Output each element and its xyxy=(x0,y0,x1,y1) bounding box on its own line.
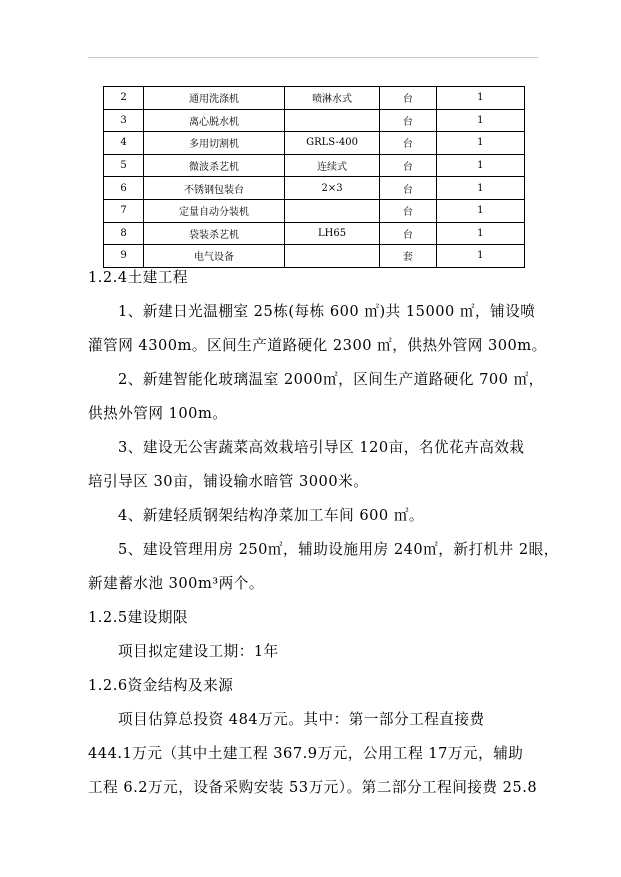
table-cell-unit: 台 xyxy=(380,109,436,132)
table-cell-qty: 1 xyxy=(436,199,524,222)
paragraph-line: 2、新建智能化玻璃温室 2000㎡，区间生产道路硬化 700 ㎡， xyxy=(118,371,544,388)
table-cell-no: 9 xyxy=(104,245,144,268)
table-cell-qty: 1 xyxy=(436,132,524,155)
section-heading-civil-works: 1.2.4土建工程 xyxy=(88,269,189,286)
section-heading-construction-period: 1.2.5建设期限 xyxy=(88,609,189,626)
table-cell-qty: 1 xyxy=(436,245,524,268)
table-cell-unit: 台 xyxy=(380,199,436,222)
table-cell-spec xyxy=(284,199,379,222)
paragraph-line: 供热外管网 100m。 xyxy=(88,405,228,422)
table-row xyxy=(104,199,525,222)
table-cell-qty: 1 xyxy=(436,87,524,110)
equipment-table xyxy=(103,86,525,268)
table-row xyxy=(104,109,525,132)
table-cell-no: 3 xyxy=(104,109,144,132)
paragraph-line: 灌管网 4300m。区间生产道路硬化 2300 ㎡，供热外管网 300m。 xyxy=(88,337,547,354)
table-cell-spec xyxy=(284,109,379,132)
table-cell-name: 定量自动分装机 xyxy=(144,199,285,222)
table-row xyxy=(104,132,525,155)
table-cell-name: 电气设备 xyxy=(144,245,285,268)
table-cell-qty: 1 xyxy=(436,177,524,200)
paragraph-line: 3、建设无公害蔬菜高效栽培引导区 120亩，名优花卉高效栽 xyxy=(118,439,525,456)
table-cell-spec: 2×3 xyxy=(284,177,379,200)
table-cell-unit: 台 xyxy=(380,87,436,110)
section-heading-funding: 1.2.6资金结构及来源 xyxy=(88,677,234,694)
table-cell-spec: 喷淋水式 xyxy=(284,87,379,110)
paragraph-line: 工程 6.2万元，设备采购安装 53万元）。第二部分工程间接费 25.8 xyxy=(88,779,538,796)
table-cell-name: 不锈钢包装台 xyxy=(144,177,285,200)
table-cell-no: 2 xyxy=(104,87,144,110)
table-cell-spec: GRLS-400 xyxy=(284,132,379,155)
table-cell-qty: 1 xyxy=(436,222,524,245)
table-cell-unit: 台 xyxy=(380,132,436,155)
table-cell-unit: 台 xyxy=(380,154,436,177)
table-row xyxy=(104,87,525,110)
paragraph-line: 1、新建日光温棚室 25栋(每栋 600 ㎡)共 15000 ㎡，铺设喷 xyxy=(118,303,536,320)
table-cell-qty: 1 xyxy=(436,109,524,132)
table-cell-name: 离心脱水机 xyxy=(144,109,285,132)
table-row xyxy=(104,222,525,245)
table-cell-no: 6 xyxy=(104,177,144,200)
table-cell-unit: 套 xyxy=(380,245,436,268)
table-cell-name: 袋装杀艺机 xyxy=(144,222,285,245)
table-cell-spec: LH65 xyxy=(284,222,379,245)
paragraph-line: 培引导区 30亩，铺设输水暗管 3000米。 xyxy=(88,473,369,490)
paragraph-line: 新建蓄水池 300m³两个。 xyxy=(88,575,264,592)
table-cell-spec xyxy=(284,245,379,268)
paragraph-line: 项目估算总投资 484万元。其中：第一部分工程直接费 xyxy=(118,711,485,728)
table-cell-name: 通用洗涤机 xyxy=(144,87,285,110)
table-cell-spec: 连续式 xyxy=(284,154,379,177)
table-cell-name: 多用切割机 xyxy=(144,132,285,155)
table-cell-no: 8 xyxy=(104,222,144,245)
table-cell-unit: 台 xyxy=(380,222,436,245)
table-row xyxy=(104,245,525,268)
page-header-rule xyxy=(88,57,538,58)
table-cell-unit: 台 xyxy=(380,177,436,200)
table-cell-no: 5 xyxy=(104,154,144,177)
table-cell-qty: 1 xyxy=(436,154,524,177)
paragraph-line: 5、建设管理用房 250㎡，辅助设施用房 240㎡，新打机井 2眼， xyxy=(118,541,559,558)
table-row xyxy=(104,177,525,200)
table-cell-name: 微波杀艺机 xyxy=(144,154,285,177)
paragraph-line: 4、新建轻质钢架结构净菜加工车间 600 ㎡。 xyxy=(118,507,425,524)
paragraph-line: 项目拟定建设工期：1年 xyxy=(118,643,279,660)
table-cell-no: 4 xyxy=(104,132,144,155)
paragraph-line: 444.1万元（其中土建工程 367.9万元，公用工程 17万元，辅助 xyxy=(88,745,524,762)
table-row xyxy=(104,154,525,177)
table-cell-no: 7 xyxy=(104,199,144,222)
